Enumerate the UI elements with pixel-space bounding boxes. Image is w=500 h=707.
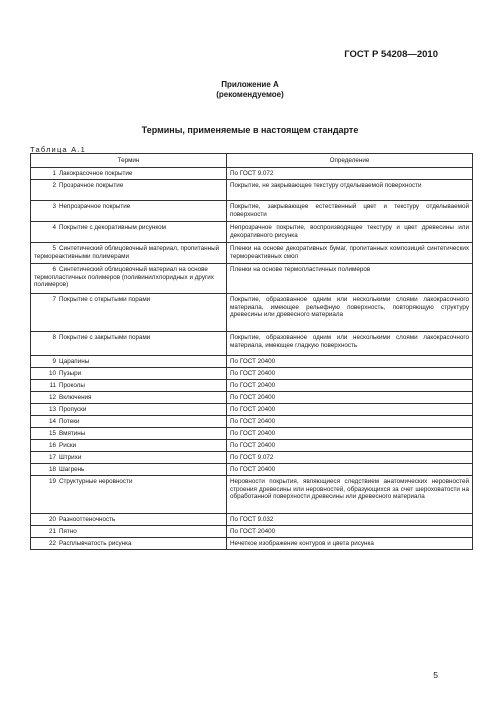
term-text: Разнооттеночность <box>59 516 116 523</box>
term-cell <box>31 440 227 452</box>
table-row <box>31 168 473 180</box>
term-cell <box>31 476 227 514</box>
term-cell <box>31 368 227 380</box>
term-text: Шагрень <box>59 466 85 473</box>
table-row <box>31 464 473 476</box>
term-text: Штрихи <box>59 454 82 461</box>
definition-cell: Покрытие, не закрывающее текстуру отделываемой поверхности <box>227 180 473 201</box>
term-cell <box>31 538 227 550</box>
definition-cell: По ГОСТ 9.072 <box>227 452 473 464</box>
term-cell <box>31 452 227 464</box>
term-text: Пропуски <box>59 406 87 413</box>
column-header-term: Термин <box>31 154 227 168</box>
term-cell <box>31 168 227 180</box>
term-text: Структурные неровности <box>59 478 133 485</box>
term-cell <box>31 294 227 332</box>
term-number: 10 <box>48 370 56 377</box>
definition-cell: По ГОСТ 20400 <box>227 368 473 380</box>
definition-cell: По ГОСТ 20400 <box>227 464 473 476</box>
term-number: 12 <box>48 394 56 401</box>
definition-cell: Пленки на основе термопластичных полимеров <box>227 264 473 294</box>
term-number: 11 <box>49 382 56 389</box>
term-text: Проколы <box>59 382 85 389</box>
term-number: 8 <box>52 334 56 341</box>
term-cell <box>31 356 227 368</box>
definition-cell: Непрозрачное покрытие, воспроизводящее текстуру и цвет древесины или декоративного рисунка <box>227 222 473 243</box>
term-cell <box>31 514 227 526</box>
definition-cell: Покрытие, образованное одним или несколькими слоями лакокрасочного материала, имеющее гладкую поверхность <box>227 332 473 356</box>
term-text: Расплывчатость рисунка <box>59 540 132 547</box>
term-number: 7 <box>52 296 56 303</box>
appendix-title: Приложение А <box>221 80 279 89</box>
term-cell <box>31 380 227 392</box>
definition-cell: Покрытие, образованное одним или несколькими слоями лакокрасочного материала, имеющее рельефную поверхность, повторяющую структуру древесины или древесного материала <box>227 294 473 332</box>
term-text: Синтетический облицовочный материал на основе термопластичных полимеров (поливинилхлоридных и других полимеров) <box>34 266 214 289</box>
term-cell <box>31 201 227 222</box>
standard-code: ГОСТ Р 54208—2010 <box>344 49 438 60</box>
definition-cell: По ГОСТ 20400 <box>227 356 473 368</box>
term-text: Прозрачное покрытие <box>59 182 124 189</box>
term-cell <box>31 404 227 416</box>
section-title: Термины, применяемые в настоящем стандарте <box>141 125 359 135</box>
term-text: Покрытие с закрытыми порами <box>59 334 151 341</box>
term-number: 2 <box>52 182 56 189</box>
definition-cell: По ГОСТ 9.032 <box>227 514 473 526</box>
term-cell <box>31 428 227 440</box>
term-number: 14 <box>48 418 56 425</box>
term-text: Покрытие с открытыми порами <box>59 296 151 303</box>
term-text: Царапины <box>59 358 90 365</box>
definition-cell: Нечеткое изображение контуров и цвета рисунка <box>227 538 473 550</box>
table-row <box>31 380 473 392</box>
term-number: 5 <box>52 245 56 252</box>
definition-cell: Неровности покрытия, являющиеся следствием анатомических неровностей строения древесины или неровностей, образующихся за счет шероховатости на обработанной поверхности древесины или древесного материала <box>227 476 473 514</box>
table-row <box>31 180 473 201</box>
term-text: Покрытие с декоративным рисунком <box>59 224 167 231</box>
term-number: 3 <box>52 203 56 210</box>
definition-cell: Пленки на основе декоративных бумаг, пропитанных композиций синтетических термореактивных смол <box>227 243 473 264</box>
term-cell <box>31 464 227 476</box>
table-row <box>31 538 473 550</box>
term-cell <box>31 332 227 356</box>
term-cell <box>31 222 227 243</box>
term-text: Включения <box>59 394 92 401</box>
definition-cell: По ГОСТ 20400 <box>227 380 473 392</box>
term-text: Пятно <box>59 528 77 535</box>
term-cell <box>31 416 227 428</box>
table-row <box>31 392 473 404</box>
term-cell <box>31 243 227 264</box>
appendix-status: (рекомендуемое) <box>216 90 284 99</box>
column-header-definition: Определение <box>227 154 473 168</box>
term-number: 17 <box>48 454 56 461</box>
term-cell <box>31 392 227 404</box>
table-row <box>31 222 473 243</box>
term-number: 4 <box>52 224 56 231</box>
term-text: Синтетический облицовочный материал, пропитанный термореактивными полимерами <box>34 245 220 260</box>
term-text: Вмятины <box>59 430 86 437</box>
definition-cell: Покрытие, закрывающее естественный цвет и текстуру отделываемой поверхности <box>227 201 473 222</box>
table-row <box>31 514 473 526</box>
table-row <box>31 404 473 416</box>
page-number: 5 <box>433 670 438 680</box>
definition-cell: По ГОСТ 20400 <box>227 526 473 538</box>
term-text: Риски <box>59 442 77 449</box>
term-cell <box>31 264 227 294</box>
definition-cell: По ГОСТ 20400 <box>227 416 473 428</box>
table-row <box>31 332 473 356</box>
term-number: 6 <box>52 266 56 273</box>
term-number: 19 <box>48 478 56 485</box>
term-number: 18 <box>48 466 56 473</box>
table-row <box>31 264 473 294</box>
term-number: 16 <box>48 442 56 449</box>
table-row <box>31 452 473 464</box>
table-row <box>31 368 473 380</box>
table-body <box>31 168 473 550</box>
term-text: Пузыри <box>59 370 82 377</box>
terms-table <box>30 153 473 550</box>
term-number: 22 <box>48 540 56 547</box>
table-row <box>31 526 473 538</box>
term-cell <box>31 180 227 201</box>
definition-cell: По ГОСТ 20400 <box>227 404 473 416</box>
term-number: 9 <box>52 358 56 365</box>
definition-cell: По ГОСТ 9.072 <box>227 168 473 180</box>
table-row <box>31 356 473 368</box>
term-number: 21 <box>48 528 56 535</box>
table-row <box>31 201 473 222</box>
table-caption: Таблица А.1 <box>30 145 86 154</box>
table-row <box>31 294 473 332</box>
table-row <box>31 428 473 440</box>
term-text: Лакокрасочное покрытие <box>59 170 133 177</box>
table-row <box>31 416 473 428</box>
term-text: Потеки <box>59 418 80 425</box>
term-cell <box>31 526 227 538</box>
term-number: 1 <box>52 170 56 177</box>
table-row <box>31 440 473 452</box>
definition-cell: По ГОСТ 20400 <box>227 392 473 404</box>
definition-cell: По ГОСТ 20400 <box>227 428 473 440</box>
term-number: 13 <box>48 406 56 413</box>
term-text: Непрозрачное покрытие <box>59 203 131 210</box>
term-number: 20 <box>48 516 56 523</box>
definition-cell: По ГОСТ 20400 <box>227 440 473 452</box>
table-row <box>31 476 473 514</box>
table-header-row <box>31 154 473 168</box>
table-row <box>31 243 473 264</box>
term-number: 15 <box>48 430 56 437</box>
